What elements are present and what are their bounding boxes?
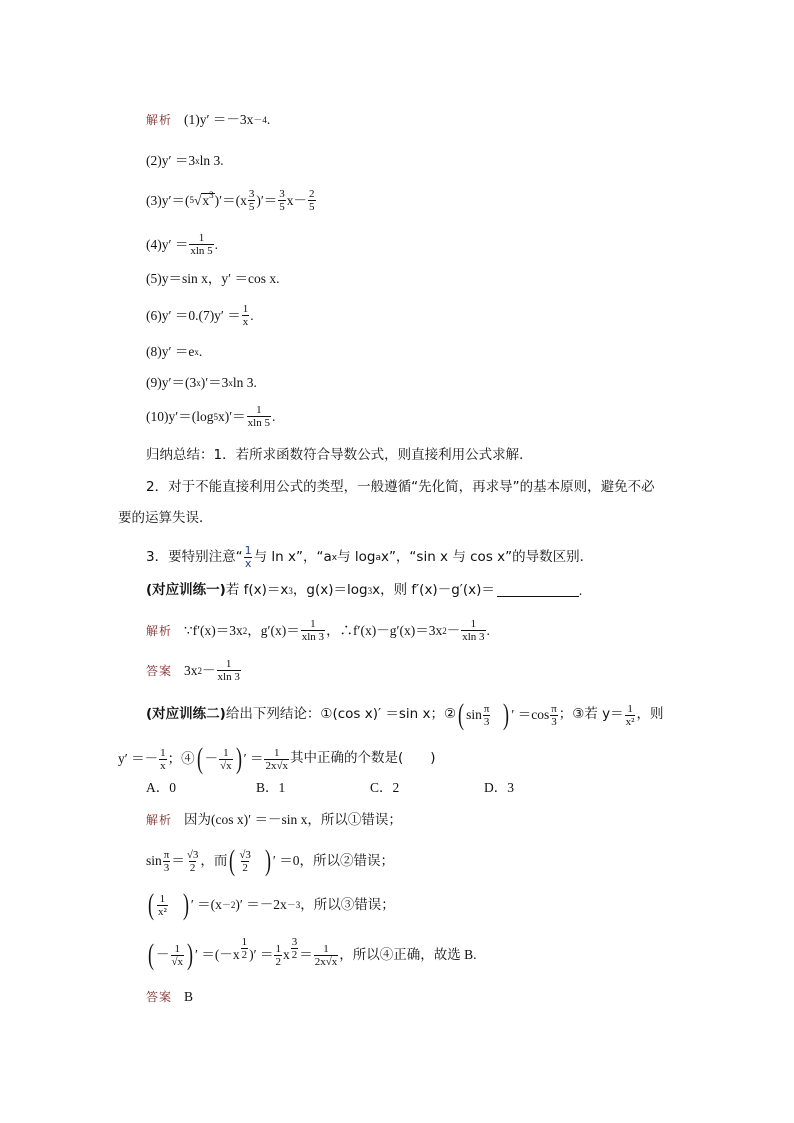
fraction: $\frac{1}{√x}$ — [171, 942, 184, 968]
fraction: $\frac{1}{\text{x²}}$ — [158, 892, 167, 918]
daan-label: 答案 — [146, 989, 173, 1004]
ex2-title: (对应训练二) — [146, 706, 226, 723]
option-b: B．1 — [256, 780, 286, 795]
jiexi-label: 解析 — [146, 812, 173, 827]
ex1-answer: 答案 3x 2 － $\frac{1}{xln 3}$ — [146, 658, 240, 683]
fraction: $\frac{1}{xln 3}$ — [301, 618, 325, 643]
ex1-title: (对应训练一) — [146, 582, 226, 598]
exponent-fraction: $\frac{1}{2}$ — [241, 935, 248, 961]
summary-line-3: 要的运算失误． — [118, 510, 213, 526]
fraction: $\frac{3}{5}$ — [248, 188, 255, 213]
sol-line-2: (2)y′ ＝3 x ln 3. — [146, 153, 224, 168]
sol-line-10: (10)y′＝(log 5 x)′＝ $\frac{1}{xln 5}$ . — [146, 404, 276, 429]
fraction: $\frac{1}{\text{x²}}$ — [625, 702, 635, 728]
fraction: $\frac{\pi}{3}$ — [163, 848, 170, 874]
sol-line-5: (5)y＝sin x，y′ ＝cos x. — [146, 271, 280, 286]
fraction: $\frac{\pi}{3}$ — [551, 702, 557, 728]
summary-line-4: 3．要特别注意“ $\frac{1}{x}$ 与 ln x”，“a x 与 log a x”，“sin x 与 cos x”的导数区别． — [146, 544, 594, 570]
ex1-question: (对应训练一) 若 f(x)＝x 3 ，g(x)＝log 3 x，则 f′(x)－g′(x)＝ . — [146, 582, 583, 598]
fraction: $\frac{1}{xln 3}$ — [217, 658, 240, 683]
fraction: $\frac{1}{2}$ — [275, 942, 281, 968]
summary-line-2: 2．对于不能直接利用公式的类型，一般遵循“先化简，再求导”的基本原则，避免不必 — [146, 479, 655, 495]
sol-line-8: (8)y′ ＝e x . — [146, 344, 203, 359]
fraction: $\frac{1}{x}$ — [160, 746, 166, 772]
ex2-answer: 答案 B — [146, 989, 194, 1004]
sol-line-4: (4)y′ ＝ $\frac{1}{xln 5}$ . — [146, 232, 219, 257]
sol-line-9: (9)y′＝(3 x )′＝3 x ln 3. — [146, 375, 257, 390]
sol-line-6: (6)y′ ＝0.(7)y′ ＝ $\frac{1}{x}$ . — [146, 303, 254, 328]
ex2-options — [146, 781, 514, 795]
answer-blank — [497, 584, 579, 597]
ex2-question-line-1: (对应训练二) 给出下列结论：①(cos x)′ ＝sin x；② ( sin $\frac{\pi}{3}$ ) ′ ＝cos $\frac{\pi}{3}$ ；③若 y＝ $\frac{1}{\text{x²}}$ ，则 — [146, 698, 664, 731]
fraction: $\frac{\pi}{3}$ — [483, 702, 490, 728]
option-d: D．3 — [484, 780, 514, 795]
ex2-question-line-2: y′ ＝－ $\frac{1}{x}$ ；④ ( － $\frac{1}{√x}$ ) ′ ＝ $\frac{1}{2x√x}$ 其中正确的个数是( ) — [118, 742, 436, 775]
sol-line-3: (3)y′＝( 5 √ $x^3$ )′＝(x $\frac{3}{5}$ )′＝ $\frac{3}{5}$ x－ $\frac{2}{5}$ — [146, 188, 315, 213]
option-a: A．0 — [146, 780, 176, 795]
fraction: $\frac{1}{x}$ — [244, 544, 252, 570]
fraction: $\frac{1}{2x√x}$ — [265, 746, 288, 772]
option-c: C．2 — [370, 780, 400, 795]
ex2-solution-2: sin $\frac{\pi}{3}$ ＝ $\frac{√3}{2}$ ，而 ( $\frac{√3}{2}$ ) ′ ＝0，所以②错误； — [146, 844, 394, 877]
jiexi-label: 解析 — [146, 112, 173, 127]
ex2-solution-4: ( － $\frac{1}{√x}$ ) ′ ＝(－x $\frac{1}{2}$ )′ ＝ $\frac{1}{2}$ x $\frac{3}{2}$ ＝ $\frac{1}{2x√x}$ ，所以④正确，故选 B. — [148, 935, 477, 971]
fraction: $\frac{1}{x}$ — [242, 303, 249, 328]
fraction: $\frac{2}{5}$ — [309, 188, 315, 213]
ex2-solution-1: 解析 因为(cos x)′ ＝－sin x，所以①错误； — [146, 812, 402, 827]
exponent-fraction: $\frac{3}{2}$ — [291, 935, 298, 961]
fraction: $\frac{1}{2x√x}$ — [314, 942, 338, 968]
jiexi-label: 解析 — [146, 623, 173, 638]
fraction: $\frac{3}{5}$ — [279, 188, 285, 213]
fraction: $\frac{1}{√x}$ — [220, 746, 232, 772]
fraction: $\frac{1}{xln 5}$ — [190, 232, 213, 257]
summary-line-1: 归纳总结：1．若所求函数符合导数公式，则直接利用公式求解． — [146, 447, 533, 463]
daan-label: 答案 — [146, 663, 173, 678]
fraction: $\frac{1}{xln 3}$ — [462, 618, 485, 643]
sol-line-1: 解析 (1)y′ ＝－3x －4 . — [146, 112, 271, 127]
fraction: $\frac{1}{xln 5}$ — [247, 404, 270, 429]
fraction: $\frac{√3}{2}$ — [239, 848, 251, 874]
fraction: $\frac{√3}{2}$ — [186, 848, 199, 874]
ex2-solution-3: ( $\frac{1}{\text{x²}}$ ) ′ ＝(x －2 )′ ＝－2x －3 ，所以③错误； — [148, 888, 395, 921]
ex1-solution: 解析 ∵f′(x)＝3x 2 ，g′(x)＝ $\frac{1}{xln 3}$ ，∴f′(x)－g′(x)＝3x 2 － $\frac{1}{xln 3}$ . — [146, 618, 490, 643]
